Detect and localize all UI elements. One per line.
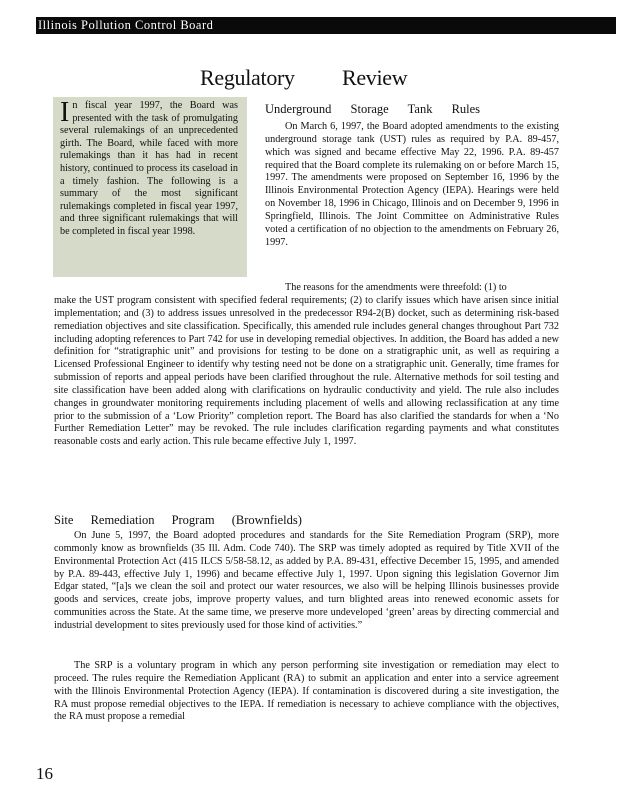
sidebar-intro bbox=[60, 97, 238, 239]
header-bar bbox=[36, 17, 616, 34]
ust-paragraph-2-lead: The reasons for the amendments were threefold: (1) to bbox=[285, 282, 507, 293]
section-heading-ust: Underground Storage Tank Rules bbox=[265, 102, 481, 116]
src-paragraph-2: The SRP is a voluntary program in which any person performing site investigation or remediation may elect to proceed. The rules require the Remediation Applicant (RA) to submit an application and enter into a service agreement with the Illinois Environmental Protection Agency (IEPA). If contamination is discovered during a site investigation, the RA must propose remedial objectives to the IEPA. If remediation is necessary to achieve compliance with the objectives, the RA must propose a remedial bbox=[54, 660, 559, 723]
src-paragraph-1: On June 5, 1997, the Board adopted procedures and standards for the Site Remediation Program (SRP), more commonly know as brownfields (35 Ill. Adm. Code 740). The SRP was timely adopted as required by Title XVII of the Environmental Protection Act (415 ILCS 5/58-58.12, as added by P.A. 89-431, effective December 15, 1995, and amended by P.A. 89-443, effective July 1, 1996) and became effective July 1, 1997. Upon signing this legislation Governor Jim Edgar stated, “[a]s we clean the soil and protect our water resources, we also will be helping Illinois businesses provide goods and services, create jobs, improve property values, and turn blighted areas into renewed economic assets for communities across the State. At the same time, we preserve more undeveloped ‘green’ areas by directing commercial and industrial development to sites previously used for those kind of activities.” bbox=[54, 530, 559, 631]
page-number: 16 bbox=[36, 764, 53, 783]
sidebar-text: n fiscal year 1997, the Board was presented with the task of promulgating several rulemakings of an unprecedented girth. The Board, while faced with more rulemakings than it has had in recent history, continued to process its caseload in a timely fashion. The following is a summary of the most significant rulemakings completed in fiscal year 1997, and three significant rulemakings that will be completed in fiscal year 1998. bbox=[60, 100, 238, 237]
drop-cap: I bbox=[60, 97, 70, 128]
header-title: Illinois Pollution Control Board bbox=[38, 18, 214, 32]
section-heading-brownfields: Site Remediation Program (Brownfields) bbox=[54, 513, 302, 527]
ust-paragraph-2: make the UST program consistent with specified federal requirements; (2) to clarify issues which have arisen since initial implementation; and (3) to address issues unresolved in the predecessor R94-2(B) docket, such as determining risk-based remediation objectives and site classification. Specifically, this amended rule includes general changes throughout Part 732 including adopting references to Part 742 for use in developing remedial objectives. In addition, the Board has added a new definition for “stratigraphic unit” and provisions for testing to be done on a stratigraphic unit, as well as requiring a Licensed Professional Engineer to identify why testing need not be done on a stratigraphic unit. Generally, time frames for submission of reports and appeal periods have been clarified throughout the rule. Alternative methods for soil testing and site classification have been added along with clarifications on hydraulic conductivity and yield. The rule also includes changes in groundwater monitoring requirements including placement of wells and allowing reclassification at any time prior to the submission of a ‘Low Priority” completion report. The Board has also clarified the standards for when a ‘No Further Remediation Letter” may be revoked. The rule includes clarification regarding payments and what constitutes reasonable costs and early action. This rule became effective July 1, 1997. bbox=[54, 295, 559, 448]
page-title: Regulatory Review bbox=[200, 65, 408, 90]
ust-paragraph-1: On March 6, 1997, the Board adopted amendments to the existing underground storage tank (UST) rules as required by P.A. 89-457, which was signed and became effective May 22, 1996. P.A. 89-457 required that the Board complete its rulemaking on or before March 15, 1997. The amendments were proposed on September 16, 1996 by the Illinois Environmental Protection Agency (IEPA). Hearings were held on November 18, 1996 in Chicago, Illinois and on December 9, 1996 in Springfield, Illinois. The Joint Committee on Administrative Rules voted a certification of no objection to the amendments on February 26, 1997. bbox=[265, 121, 559, 248]
